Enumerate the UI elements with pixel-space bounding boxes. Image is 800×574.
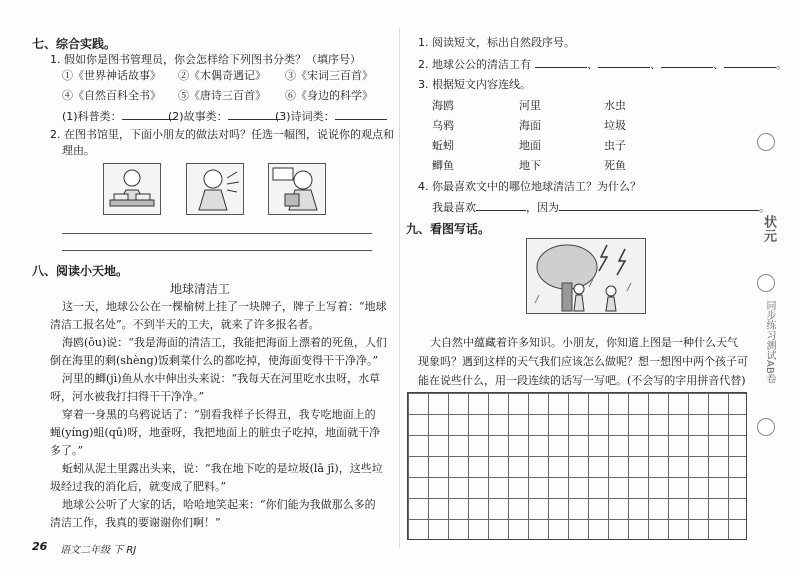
section-8-title: 八、阅读小天地。	[32, 264, 129, 278]
match-left-item[interactable]: 海鸥	[432, 99, 454, 112]
story-line: 多了。”	[50, 444, 84, 457]
answer-line[interactable]	[62, 250, 372, 251]
reading-question-1: 1. 阅读短文，标出自然段序号。	[418, 36, 575, 49]
question-2-cont: 理由。	[62, 144, 95, 157]
story-line: 海鸥(ōu)说：“我是海面的清洁工，我能把海面上漂着的死鱼，人们	[62, 336, 387, 349]
match-middle-item[interactable]: 河里	[519, 99, 541, 112]
story-line: 倒在海里的剩(shèng)饭剩菜什么的都吃掉，使海面变得干干净净。”	[50, 354, 379, 367]
answer-blank[interactable]	[228, 108, 280, 120]
question-2: 2. 在图书馆里，下面小朋友的做法对吗？任选一幅图，说说你的观点和	[50, 128, 394, 141]
section-9-title: 九、看图写话。	[406, 222, 491, 236]
category-label: (2)故事类：	[168, 110, 228, 123]
binder-ring-icon	[757, 274, 775, 292]
answer-blank[interactable]	[335, 108, 387, 120]
writing-prompt-line: 现象吗？遇到这样的天气我们应该怎么做呢？想一想图中两个孩子可	[418, 355, 748, 368]
answer-line[interactable]	[62, 233, 372, 234]
match-middle-item[interactable]: 地下	[519, 159, 541, 172]
question-1: 1. 假如你是图书管理员，你会怎样给下列图书分类？（填序号）	[50, 53, 361, 66]
category-label: (1)科普类：	[62, 110, 122, 123]
writing-prompt-line: 大自然中蕴藏着许多知识。小朋友，你知道上图是一种什么天气	[430, 336, 738, 349]
book-pile-illustration	[103, 163, 161, 215]
favorite-answer: 我最喜欢 ，因为 。	[432, 201, 770, 214]
page-fold	[399, 28, 400, 548]
boy-tearing-book-illustration	[186, 163, 244, 215]
answer-blank[interactable]	[598, 56, 650, 68]
binder-ring-icon	[757, 133, 775, 151]
story-line: 蚯蚓从泥土里露出头来，说：“我在地下吃的是垃圾(lā jī)，这些垃	[62, 462, 383, 475]
category-story	[168, 108, 280, 124]
answer-middle: ，因为	[526, 201, 559, 214]
match-right-item[interactable]: 垃圾	[604, 119, 626, 132]
story-line: 地球公公听了大家的话，哈哈地笑起来：“你们能为我做那么多的	[62, 498, 376, 511]
book-item: ①《世界神话故事》	[62, 69, 161, 82]
answer-blank[interactable]	[559, 199, 759, 211]
binder-ring-icon	[757, 418, 775, 436]
story-line: 清洁工作，我真的要谢谢你们啊！”	[50, 516, 221, 529]
question-text: 2. 地球公公的清洁工有	[418, 58, 531, 71]
answer-blank[interactable]	[661, 56, 713, 68]
story-line: 蝇(yíng)蛆(qū)呀，地蚕呀，我把地面上的脏虫子吃掉，地面就干净	[50, 426, 381, 439]
tree-storm-illustration	[526, 238, 646, 314]
category-label: (3)诗词类：	[275, 110, 335, 123]
page-footer-label: 语文二年级 下 RJ	[60, 545, 137, 556]
match-right-item[interactable]: 水虫	[604, 99, 626, 112]
reading-question-3: 3. 根据短文内容连线。	[418, 78, 531, 91]
story-line: 清洁工报名处”。不到半天的工夫，就来了许多报名者。	[50, 318, 320, 331]
match-left-item[interactable]: 乌鸦	[432, 119, 454, 132]
book-item: ④《自然百科全书》	[62, 89, 161, 102]
match-left-item[interactable]: 蚯蚓	[432, 139, 454, 152]
story-line: 圾经过我的消化后，就变成了肥料。”	[50, 480, 227, 493]
writing-prompt-line: 能在说些什么，用一段连续的话写一写吧。(不会写的字用拼音代替)	[418, 374, 746, 387]
match-left-item[interactable]: 鲫鱼	[432, 159, 454, 172]
match-middle-item[interactable]: 地面	[519, 139, 541, 152]
match-right-item[interactable]: 死鱼	[604, 159, 626, 172]
brand-side-title: 状元	[761, 215, 776, 243]
story-line: 这一天，地球公公在一棵榆树上挂了一块牌子，牌子上写着：“地球	[62, 300, 387, 313]
category-science	[62, 108, 174, 124]
book-item: ⑥《身边的科学》	[285, 89, 373, 102]
book-item: ③《宋词三百首》	[285, 69, 373, 82]
section-7-title: 七、综合实践。	[32, 37, 117, 51]
answer-blank[interactable]	[122, 108, 174, 120]
answer-blank[interactable]	[724, 56, 776, 68]
story-line: 河里的鲫(jì)鱼从水中伸出头来说：“我每天在河里吃水虫呀，水草	[62, 372, 381, 385]
category-poetry	[275, 108, 387, 124]
answer-prefix: 我最喜欢	[432, 201, 476, 214]
book-item: ②《木偶奇遇记》	[178, 69, 266, 82]
story-line: 穿着一身黑的乌鸦说话了：“别看我样子长得丑，我专吃地面上的	[62, 408, 376, 421]
answer-blank[interactable]	[535, 56, 587, 68]
match-middle-item[interactable]: 海面	[519, 119, 541, 132]
brand-side-subtitle: 同步练习测试AB卷	[764, 300, 775, 384]
girl-reading-book-illustration	[268, 163, 326, 215]
page-number: 26	[32, 540, 48, 553]
story-line: 呀，河水被我打扫得干干净净。”	[50, 390, 205, 403]
reading-question-4: 4. 你最喜欢文中的哪位地球清洁工？为什么？	[418, 180, 641, 193]
answer-blank[interactable]	[476, 199, 526, 211]
story-title: 地球清洁工	[170, 282, 231, 296]
book-item: ⑤《唐诗三百首》	[178, 89, 266, 102]
writing-grid[interactable]	[407, 392, 747, 540]
reading-question-2: 2. 地球公公的清洁工有 、 、 、 。	[418, 58, 787, 71]
match-right-item[interactable]: 虫子	[604, 139, 626, 152]
